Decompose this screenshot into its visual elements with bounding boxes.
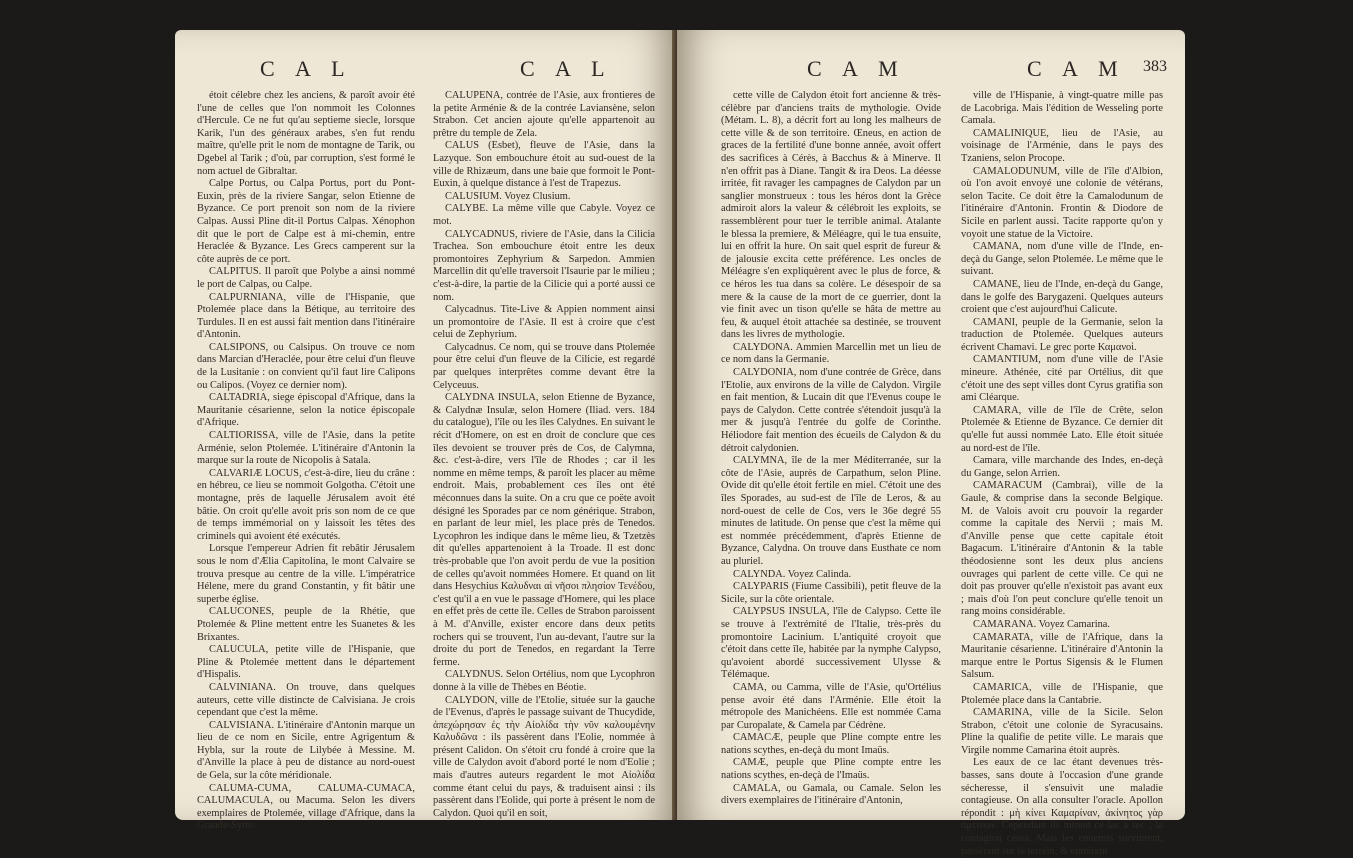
entry-paragraph: CALVARIÆ LOCUS, c'est-à-dire, lieu du crâne : en hébreu, ce lieu se nommoit Golgotha. C'étoit une montagne, près de laquelle Jérusalem avoit été bâtie. On croit qu'elle avoit pris son nom de ce que de temps immémorial on y laissoit les têtes des criminels qui avoient été exécutés. <box>197 467 415 542</box>
header-word-left: C A M <box>807 56 906 81</box>
entry-paragraph: cette ville de Calydon étoit fort ancienne & très-célèbre par d'anciens traits de mythologie. Ovide (Métam. L. 8), a décrit fort au long les malheurs de cette ville & de son territoire. Œneus, en action de graces de la fertilité d'une bonne année, avoit offert des sacrifices à Cérès, à Bacchus & à Minerve. Il n'en offrit pas à Diane. Tangit & ira Deos. La déesse irritée, fit ravager les campagnes de Calydon par un sanglier monstrueux : tous les héros dont la Grèce admiroit alors la valeur & célébroit les exploits, se rassemblèrent pour tuer le terrible animal. Atalante le blessa la premiere, & Méléagre, qui le tua ensuite, lui en offrit la hure. On sait quel esprit de fureur & de jalousie excita cette préférence. Les oncles de Méléagre s'en expliquèrent avec le plus de force, & ce héros les tua dans sa colère. Le désespoir de sa mere & la cause de la mort de ce guerrier, dont la vie finit avec un tison qu'elle se hâta de mettre au feu, & auquel étoit attachée sa destinée, se trouvent dans les livres de mythologie. <box>721 90 941 341</box>
entry-paragraph: CALYPARIS (Fiume Cassibili), petit fleuve de la Sicile, sur la côte orientale. <box>721 581 941 605</box>
entry-paragraph: CALPURNIANA, ville de l'Hispanie, que Ptolemée place dans la Bétique, au territoire des Turdules. Il en est aussi fait mention dans l'itinéraire d'Antonin. <box>197 291 415 341</box>
entry-paragraph: CAMARACUM (Cambrai), ville de la Gaule, & comprise dans la seconde Belgique. M. de Valois avoit cru pouvoir la regarder comme la capitale des Nervii ; mais M. d'Anville pense que cette capitale étoit Bagacum. L'itinéraire d'Antonin & la table théodosienne sont les deux plus anciens ouvrages qui parlent de cette ville. Ce qui ne doit pas prouver qu'elle n'existoit pas avant eux ; mais d'où l'on peut conclure qu'elle tenoit un rang moins considérable. <box>961 480 1163 618</box>
entry-paragraph: CAMALA, ou Gamala, ou Camale. Selon les divers exemplaires de l'itinéraire d'Antonin, <box>721 782 941 807</box>
entry-paragraph: CAMANTIUM, nom d'une ville de l'Asie mineure. Athénée, cité par Ortélius, dit que c'étoit une des sept villes dont Cyrus gratifia son ami Cléarque. <box>961 354 1163 404</box>
right-page <box>677 30 1185 857</box>
left-page <box>175 30 677 832</box>
entry-paragraph: CAMALODUNUM, ville de l'île d'Albion, où l'on avoit envoyé une colonie de vétérans, selon Tacite. Ce doit être la Camalodunum de l'itinéraire d'Antonin. Frontin & Diodore de Sicile en parlent aussi. Tacite rapporte qu'on y voyoit une statue de la Victoire. <box>961 165 1163 240</box>
entry-paragraph: CAMARANA. Voyez Camarina. <box>973 618 1110 630</box>
entry-paragraph: CALTADRIA, siege épiscopal d'Afrique, dans la Mauritanie césarienne, selon la notice épiscopale d'Afrique. <box>197 392 415 429</box>
right-page-header <box>677 56 1185 84</box>
entry-paragraph: CAMALINIQUE, lieu de l'Asie, au voisinage de l'Arménie, dans le pays des Tzaniens, selon Procope. <box>961 127 1163 164</box>
entry-paragraph: CALSIPONS, ou Calsipus. On trouve ce nom dans Marcian d'Heraclée, pour être celui d'un fleuve de la Lusitanie : on convient qu'il faut lire Calipons ou Calipos. (Voyez ce dernier nom). <box>197 341 415 391</box>
entry-paragraph: CALYDONA. Ammien Marcellin met un lieu de ce nom dans la Germanie. <box>721 341 941 366</box>
entry-paragraph: CALYCADNUS, riviere de l'Asie, dans la Cilicia Trachea. Son embouchure étoit entre les deux promontoires Zephyrium & Sarpedon. Ammien Marcellin dit qu'elle traversoit l'Isaurie par le milieu ; c'est-à-dire, la partie de la Cilicie qui a porté aussi ce nom. <box>433 228 655 303</box>
entry-paragraph: CAMANI, peuple de la Germanie, selon la traduction de Ptolemée. Quelques auteurs écrivent Chamavi. Le grec porte Καμανοὶ. <box>961 316 1163 353</box>
entry-paragraph: CALPITUS. Il paroît que Polybe a ainsi nommé le port de Calpas, ou Calpe. <box>197 266 415 290</box>
entry-paragraph: étoit célebre chez les anciens, & paroît avoir été l'une de celles que l'on nommoit les Colonnes d'Hercule. Ce ne fut qu'au septieme siecle, lorsque Karik, l'un des généraux arabes, s'en fut rendu maître, qu'elle prit le nom de montagne de Tarik, ou Dgebel al Tarik ; d'où, par corruption, s'est formé le nom actuel de Gibraltar. <box>197 90 415 177</box>
page-number: 383 <box>1143 58 1167 75</box>
entry-paragraph: CAMA, ou Camma, ville de l'Asie, qu'Ortélius pense avoir été dans l'Arménie. Elle étoit la métropole des Manichéens. Elle est nommée Cama par Curopalate, & Camela par Cédrène. <box>721 681 941 731</box>
entry-paragraph: CALYDNA INSULA, selon Etienne de Byzance, & Calydnæ Insulæ, selon Homere (Iliad. vers. 184 du catalogue), l'île ou les îles Calydnes. En suivant le récit d'Homere, on est en droit de conclure que ces îles devoient se trouver près de Cos, de Calymna, &c. c'est-à-dire, vers l'île de Rhodes ; car il les nomme en même temps, & paroît les placer au même endroit. Mais, probablement ces îles ont été méconnues dans la suite. On a cru que ce poëte avoit désigné les Sporades par ce nom générique. Strabon, en parlant de leur miel, les place près de Tenedos. Lycophron les indique dans le même lieu, & Tzetzès dit qu'elles appartenoient à la Troade. Il est donc très-probable que l'on avoit perdu de vue la position de celles qu'avoit nommées Homere. Et quand on lit dans Hesychius Καλυδναι αἱ νῆσοι πλησίον Τενέδου, c'est qu'il a en vue le passage d'Homere, qui les place en effet près de cette île. Celles de Strabon paroissent à M. d'Anville, exister encore dans deux petits rochers qui se trouvent, l'un au-devant, l'autre sur la droite du port de Tenedos, en regardant la Terre ferme. <box>433 392 655 668</box>
entry-paragraph: ville de l'Hispanie, à vingt-quatre mille pas de Lacobriga. Mais l'édition de Wesseling porte Camala. <box>961 90 1163 127</box>
entry-paragraph: CALYPSUS INSULA, l'île de Calypso. Cette île se trouve à l'extrémité de l'Italie, très-près du promontoire Lacinium. L'antiquité croyoit que c'étoit dans cette île, habitée par la nymphe Calypso, qu'avoient abordé successivement Ulysse & Télémaque. <box>721 606 941 681</box>
entry-paragraph: CALYDONIA, nom d'une contrée de Grèce, dans l'Etolie, aux environs de la ville de Calydon. Virgile en fait mention, & Lucain dit que l'Evenus coupe le pays de Calydon. Cette contrée s'étendoit jusqu'à la mer & jusqu'à l'entrée du golfe de Corinthe. Héliodore fait mention des écueils de Calydon & du détroit calydonien. <box>721 367 941 454</box>
entry-paragraph: CALYDNUS. Selon Ortélius, nom que Lycophron donne à la ville de Thèbes en Béotie. <box>433 669 655 693</box>
entry-paragraph: CAMANE, lieu de l'Inde, en-deçà du Gange, dans le golfe des Barygazeni. Quelques auteurs croient que c'est aujourd'hui Calicute. <box>961 278 1163 316</box>
entry-paragraph: CALTIORISSA, ville de l'Asie, dans la petite Arménie, selon Ptolemée. L'itinéraire d'Antonin la marque sur la route de Nicopolis à Satala. <box>197 430 415 467</box>
right-column-2 <box>961 90 1163 858</box>
entry-paragraph: CALYDON, ville de l'Etolie, située sur la gauche de l'Evenus, d'après le passage suivant de Thucydide, ἀπεχώρησαν ἐς τὴν Αἰολίδα τὴν νῦν καλουμένην Καλυδῶνα : ils passèrent dans l'Eolie, nommée à présent Calidon. On s'étoit cru fondé à croire que la ville de Calydon avoit d'abord porté le nom d'Eolie ; mais d'autres auteurs regardent le mot Αἰολίδα comme étant celui du pays, & traduisent ainsi : ils passèrent dans l'Eolide, qui porte à présent le nom de Calydon. Quoi qu'il en soit, <box>433 694 655 819</box>
header-word-right: C A M <box>1027 56 1126 81</box>
entry-paragraph: CALUCONES, peuple de la Rhétie, que Ptolemée & Pline mettent entre les Suanetes & les Brixantes. <box>197 606 415 643</box>
entry-paragraph: Calpe Portus, ou Calpa Portus, port du Pont-Euxin, près de la riviere Sangar, selon Etienne de Byzance. Ce port prenoit son nom de la riviere Calpas. Aussi Pline dit-il Portus Calpas. Xénophon dit que le port de Calpe est à mi-chemin, entre Heraclée & Byzance. Les Grecs camperent sur la côte auprès de ce port. <box>197 178 415 265</box>
right-column-1 <box>721 90 941 808</box>
entry-paragraph: CALYBE. La même ville que Cabyle. Voyez ce mot. <box>433 203 655 227</box>
entry-paragraph: Calycadnus. Tite-Live & Appien nomment ainsi un promontoire de l'Asie. Il est à croire que c'est celui de Zephyrium. <box>433 304 655 341</box>
entry-paragraph: CAMÆ, peuple que Pline compte entre les nations scythes, en-deçà de l'Imaüs. <box>721 757 941 782</box>
entry-paragraph: CAMARICA, ville de l'Hispanie, que Ptolemée place dans la Cantabrie. <box>961 681 1163 706</box>
entry-paragraph: CALYNDA. Voyez Calinda. <box>733 568 852 580</box>
entry-paragraph: CALVISIANA. L'itinéraire d'Antonin marque un lieu de ce nom en Sicile, entre Agrigentum & Hybla, sur la route de Lilybée à Messine. M. d'Anville la place à peu de distance au nord-ouest de Gela, sur la côte méridionale. <box>197 719 415 782</box>
entry-paragraph: CALVINIANA. On trouve, dans quelques auteurs, cette ville distincte de Calvisiana. Je crois cependant que c'est la même. <box>197 681 415 719</box>
entry-paragraph: CAMANA, nom d'une ville de l'Inde, en-deçà du Gange, selon Ptolemée. Le même que le suivant. <box>961 241 1163 278</box>
entry-paragraph: CALUS (Esbet), fleuve de l'Asie, dans la Lazyque. Son embouchure étoit au sud-ouest de la ville de Rhizæum, dans une baie que formoit le Pont-Euxin, à quelque distance à l'est de Trapezus. <box>433 140 655 190</box>
entry-paragraph: CAMACÆ, peuple que Pline compte entre les nations scythes, en-deçà du mont Imaüs. <box>721 732 941 756</box>
left-page-header <box>175 56 677 84</box>
entry-paragraph: CAMARINA, ville de la Sicile. Selon Strabon, c'étoit une colonie de Syracusains. Pline la qualifie de petite ville. Le marais que Virgile nomme Camarina étoit auprès. <box>961 707 1163 756</box>
entry-paragraph: CALYMNA, île de la mer Méditerranée, sur la côte de l'Asie, auprès de Carpathum, selon Pline. Ovide dit qu'elle étoit fertile en miel. C'étoit une des îles Sporades, au sud-est de l'île de Leros, & au nord-ouest de celle de Cos, vers le 36e degré 55 minutes de latitude. On pense que c'est la même qui est nommée précédemment, d'après Etienne de Byzance, Calydna. On trouve dans Eusthate ce nom au pluriel. <box>721 455 941 567</box>
entry-paragraph: Les eaux de ce lac étant devenues très-basses, sans doute à l'occasion d'une grande sécheresse, il s'ensuivit une maladie contagieuse. On alla consulter l'oracle. Apollon répondit : μὴ κίνει Καμαρίναν, ἀκίνητος γὰρ ἀμείνων. Cependant ils mirent ce lac à sec ; la contagion cessa. Mais les ennemis survinrent, passèrent sur le terrein, & entrèrent <box>961 757 1163 857</box>
entry-paragraph: CAMARATA, ville de l'Afrique, dans la Mauritanie césarienne. L'itinéraire d'Antonin la marque entre le Portus Sigensis & le Flumen Salsum. <box>961 631 1163 681</box>
entry-paragraph: CALUCULA, petite ville de l'Hispanie, que Pline & Ptolemée mettent dans le département d'Hispalis. <box>197 644 415 681</box>
header-word-left: C A L <box>260 56 353 81</box>
entry-paragraph: Camara, ville marchande des Indes, en-deçà du Gange, selon Arrien. <box>961 455 1163 479</box>
entry-paragraph: Lorsque l'empereur Adrien fit rebâtir Jérusalem sous le nom d'Ælia Capitolina, le mont Calvaire se trouva presque au centre de la ville. L'impératrice Hélene, mere du grand Constantin, y fit bâtir une superbe église. <box>197 543 415 605</box>
left-column-1 <box>197 90 415 833</box>
entry-paragraph: CALUMA-CUMA, CALUMA-CUMACA, CALUMACULA, ou Macuma. Selon les divers exemplaires de Ptolemée, village d'Afrique, dans la Grande-Syrte. <box>197 782 415 832</box>
entry-paragraph: CAMARA, ville de l'île de Crête, selon Ptolemée & Etienne de Byzance. Ce dernier dit qu'elle fut aussi nommée Lato. Elle étoit située au nord-est de l'île. <box>961 404 1163 454</box>
entry-paragraph: CALUPENA, contrée de l'Asie, aux frontieres de la petite Arménie & de la contrée Laviansène, selon Strabon. Cet ancien ajoute qu'elle appartenoit au prêtre du temple de Zela. <box>433 90 655 139</box>
entry-paragraph: CALUSIUM. Voyez Clusium. <box>445 190 571 202</box>
entry-paragraph: Calycadnus. Ce nom, qui se trouve dans Ptolemée pour être celui d'un fleuve de la Cilicie, est regardé par quelques interprêtes comme devant être la Celyceuus. <box>433 341 655 391</box>
header-word-right: C A L <box>520 56 613 81</box>
left-column-2 <box>433 90 655 820</box>
